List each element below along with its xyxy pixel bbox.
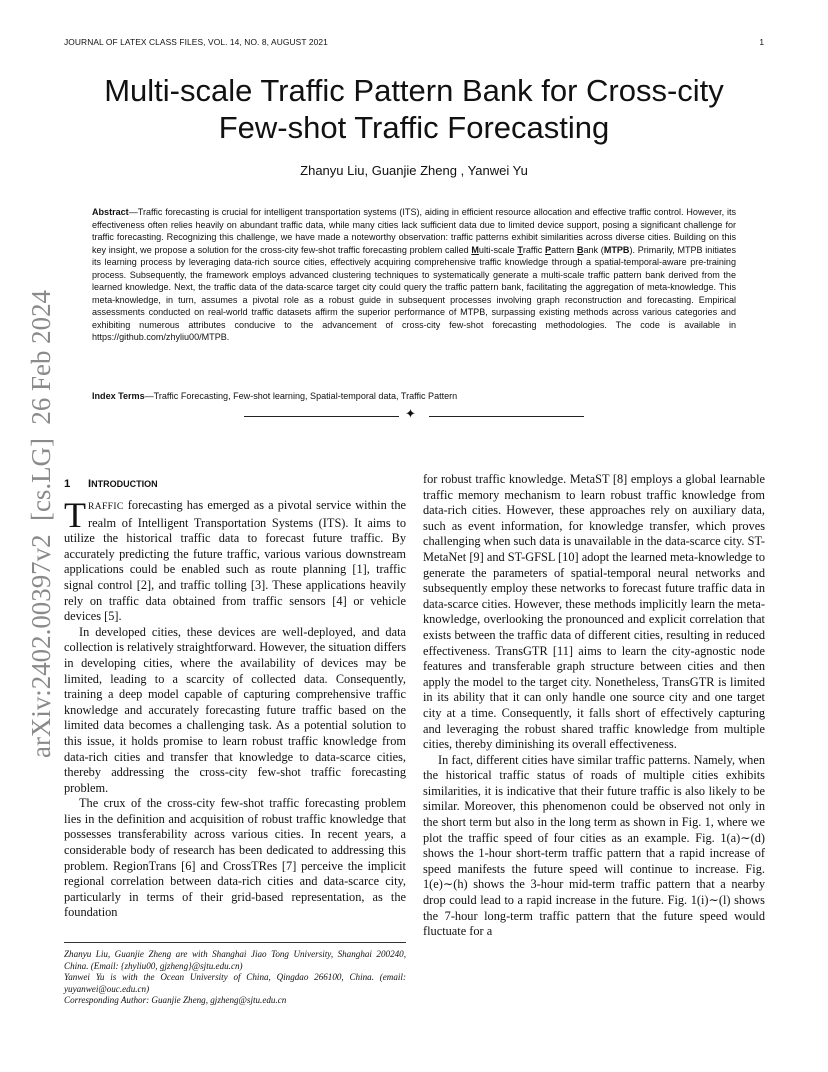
authors: Zhanyu Liu, Guanjie Zheng , Yanwei Yu — [300, 163, 528, 178]
divider-diamond-icon: ✦ — [405, 406, 416, 421]
journal-info: JOURNAL OF LATEX CLASS FILES, VOL. 14, NO. 8, AUGUST 2021 — [64, 37, 328, 47]
intro-paragraph-1-text: forecasting has emerged as a pivotal service within the realm of Intelligent Transportation Systems (ITS). It aims to utilize the historical traffic data to forecast future traffic. By accurately predicting the future traffic, various various downstream applications could be enabled such as route planning [1], traffic signal control [2], and traffic tolling [3]. These applications heavily rely on traffic data obtained from traffic sensors [4] or vehicle devices [5]. — [64, 498, 406, 624]
index-terms — [92, 390, 736, 402]
index-terms-text: —Traffic Forecasting, Few-shot learning, Spatial-temporal data, Traffic Pattern — [144, 391, 458, 401]
abstract-paragraph — [92, 206, 736, 344]
footnote — [64, 942, 406, 1007]
right-column — [423, 472, 765, 940]
acronym-letter-p: P — [545, 244, 552, 255]
intro-paragraph-1 — [64, 495, 406, 625]
name-part-ank: ank ( — [583, 244, 604, 255]
acronym-letter-b: B — [576, 244, 584, 255]
abstract-text-b: ). Primarily, MTPB initiates its learning process by leveraging data-rich source cities, effectively acquiring comprehensive traffic knowledge through a spatial-temporal-aware pre-training process. Subsequently, the framework employs advanced clustering techniques to systematically generate a multi-scale traffic pattern bank derived from the learned knowledge. Next, the traffic data of the data-scarce target city could query the traffic pattern bank, facilitating the aggregation of meta-knowledge. This meta-knowledge, in turn, assumes a pivotal role as a robust guide in subsequent processes involving graph reconstruction and forecasting. Empirical assessments conducted on real-world traffic datasets affirm the superior performance of MTPB, surpassing existing methods across various categories and exhibiting numerous attributes conducive to the advancement of cross-city few-shot forecasting methodologies. The code is available in https://github.com/zhyliu00/MTPB. — [92, 244, 736, 343]
intro-paragraph-2: In developed cities, these devices are well-deployed, and data collection is relatively straightforward. However, the situation differs in developing cities, where the availability of devices may be limited, leading to a scarcity of collected data. Consequently, training a deep model capable of capturing comprehensive traffic knowledge and accurately forecasting future traffic based on the limited data becomes a challenging task. As a potential solution to this issue, it holds promise to learn robust traffic knowledge from data-rich cities and transfer that knowledge to data-scarce cities, thereby addressing the cross-city few-shot traffic forecasting problem. — [64, 624, 406, 795]
divider-line-left — [244, 416, 399, 417]
section-divider — [244, 406, 584, 423]
section-title-initial: I — [88, 478, 92, 490]
page-number: 1 — [759, 37, 764, 47]
title-line-2: Few-shot Traffic Forecasting — [218, 110, 610, 145]
intro-paragraph-3: The crux of the cross-city few-shot traffic forecasting problem lies in the definition and acquisition of robust traffic knowledge that possesses transferability across various cities. In recent years, a considerable body of research has been dedicated to addressing this problem. RegionTrans [6] and CrossTRes [7] perceive the implicit regional correlation between data-rich cities and data-scarce city, particularly in terms of their grid-based representation, as the foundation — [64, 796, 406, 920]
name-part-ulti: ulti-scale — [478, 244, 518, 255]
arxiv-stamp-text: arXiv:2402.00397v2 [cs.LG] 26 Feb 2024 — [26, 288, 56, 758]
acronym-letter-t: T — [517, 244, 523, 255]
arxiv-stamp — [20, 288, 60, 758]
index-terms-label: Index Terms — [92, 391, 145, 401]
footnote-rule — [64, 942, 406, 943]
name-part-raffic: raffic — [522, 244, 546, 255]
running-header — [64, 37, 764, 51]
paper-title — [64, 72, 764, 146]
section-heading — [64, 470, 406, 498]
acronym: MTPB — [603, 244, 630, 255]
divider-line-right — [429, 416, 584, 417]
arxiv-stamp-svg — [20, 288, 60, 758]
footnote-affiliation-1: Zhanyu Liu, Guanjie Zheng are with Shanghai Jiao Tong University, Shanghai 200240, China. (Email: {zhyliu00, gjzheng}@sjtu.edu.cn) — [64, 949, 406, 971]
right-paragraph-2: In fact, different cities have similar traffic patterns. Namely, when the historical traffic status of roads of multiple cities exhibits similarities, it is indicative that their future traffic is also likely to be similar. Moreover, this phenomenon could be observed not only in the short term but also in the long term as shown in Fig. 1, where we plot the traffic speed of four cities as an example. Fig. 1(a)∼(d) shows the 1-hour short-term traffic pattern that a rapid increase of speed manifests the future speed will continue to increase. Fig. 1(e)∼(h) shows the 3-hour mid-term traffic pattern that a nearby drop could lead to a rapid increase in the future. Fig. 1(i)∼(l) shows the 7-hour long-term traffic pattern that the future speed would fluctuate for a — [423, 752, 765, 939]
drop-cap: T — [64, 495, 86, 535]
abstract — [92, 206, 736, 344]
footnote-affiliation-2: Yanwei Yu is with the Ocean University of China, Qingdao 266100, China. (email: yuyanwei@ouc.edu.cn) — [64, 972, 406, 994]
section-number: 1 — [64, 478, 71, 490]
left-column — [64, 472, 406, 921]
smallcaps-word: RAFFIC — [88, 502, 124, 512]
title-line-1: Multi-scale Traffic Pattern Bank for Cross-city — [104, 73, 724, 108]
section-title-rest: NTRODUCTION — [91, 479, 158, 489]
abstract-label: Abstract — [92, 207, 129, 217]
right-paragraph-1: for robust traffic knowledge. MetaST [8] employs a global learnable traffic memory mechanism to learn robust traffic knowledge from data-rich cities. However, these approaches rely on auxiliary data, such as event information, for knowledge transfer, which proves challenging when such data is unavailable in the data-scarce city. ST-MetaNet [9] and ST-GFSL [10] adopt the learned meta-knowledge to generate the parameters of spatial-temporal neural networks and subsequently employ these networks to forecast future traffic data in data-scarce cities. However, these methods implicitly learn the meta-knowledge, overlooking the pronounced and explicit correlation that exists between the traffic data of different cities, resulting in reduced effectiveness. TransGTR [11] aims to learn the city-agnostic node features and transferable graph structure between cities and then apply the model to the target city. Nonetheless, TransGTR is limited in its ability that it can only handle one source city and one target city at a time. Consequently, it falls short of effectively capturing and leveraging the robust shared traffic knowledge from multiple cities, thereby diminishing its overall effectiveness. — [423, 472, 765, 752]
name-part-attern: attern — [551, 244, 577, 255]
footnote-corresponding: Corresponding Author: Guanjie Zheng, gjzheng@sjtu.edu.cn — [64, 995, 287, 1006]
acronym-letter-m: M — [471, 244, 479, 255]
abstract-text-a: —Traffic forecasting is crucial for intelligent transportation systems (ITS), aiding in efficient resource allocation and effective traffic control. However, its effectiveness often relies heavily on abundant traffic data, while many cities lack sufficient data due to limited device support, posing a significant challenge for traffic forecasting. Recognizing this challenge, we have made a noteworthy observation: traffic patterns exhibit similarities across diverse cities. Building on this key insight, we propose a solution for the cross-city few-shot traffic forecasting problem called — [92, 207, 736, 255]
